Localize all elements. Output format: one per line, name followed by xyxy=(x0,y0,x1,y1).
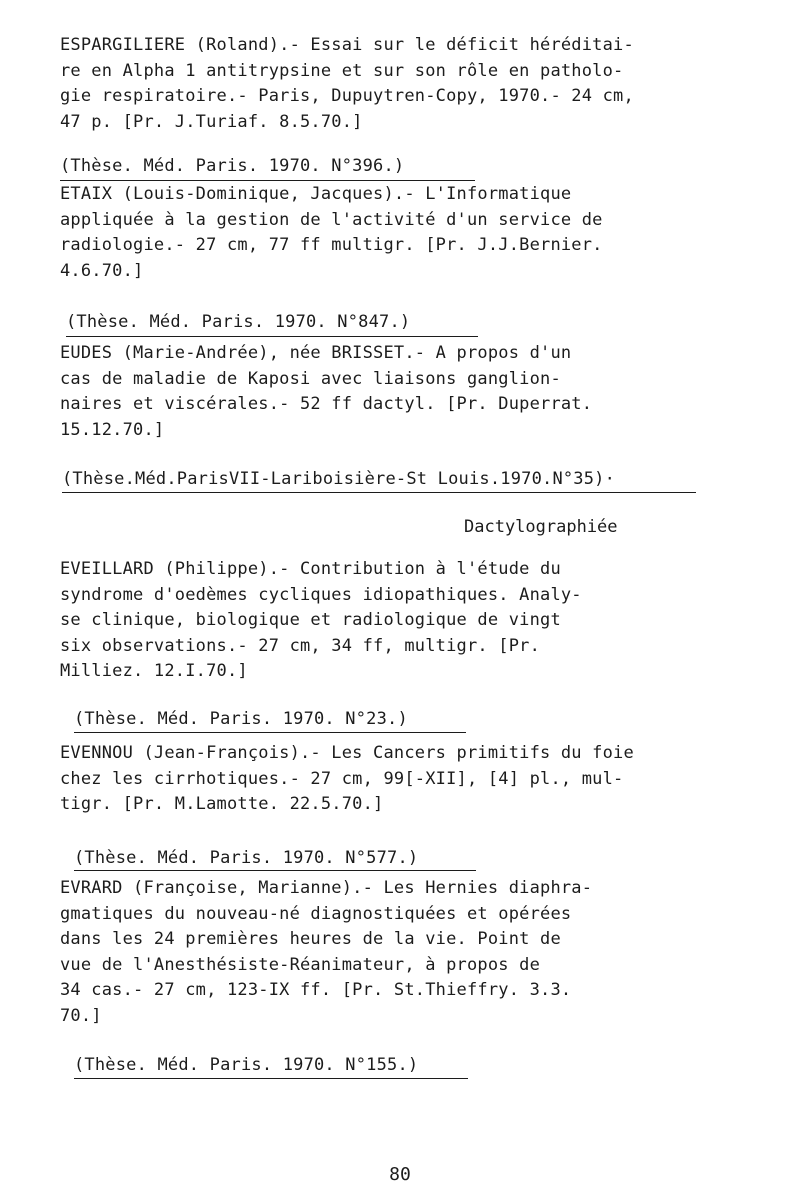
entry-text-line: 34 cas.- 27 cm, 123-IX ff. [Pr. St.Thieffry. 3.3. xyxy=(60,980,572,1000)
entry-text-line: EVENNOU (Jean-François).- Les Cancers primitifs du foie xyxy=(60,743,634,763)
citation-underline xyxy=(74,1078,468,1079)
entry-text-line: re en Alpha 1 antitrypsine et sur son rôle en patholo- xyxy=(60,60,624,81)
thesis-citation: (Thèse. Méd. Paris. 1970. N°155.) xyxy=(74,1055,419,1075)
entry-text-line: Milliez. 12.I.70.] xyxy=(60,661,248,681)
entry-text-line: EUDES (Marie-Andrée), née BRISSET.- A propos d'un xyxy=(60,343,572,363)
entry-text-line: appliquée à la gestion de l'activité d'un service de xyxy=(60,209,603,230)
entry-text-line: 47 p. [Pr. J.Turiaf. 8.5.70.] xyxy=(60,111,363,132)
bibliography-entry-evrard xyxy=(60,876,740,1029)
bibliography-entry-eudes xyxy=(60,341,740,443)
entry-text-line: dans les 24 premières heures de la vie. Point de xyxy=(60,929,561,949)
entry-text-line: chez les cirrhotiques.- 27 cm, 99[-XII], [4] pl., mul- xyxy=(60,768,624,789)
entry-text-line: EVRARD (Françoise, Marianne).- Les Hernies diaphra- xyxy=(60,878,593,898)
citation-underline xyxy=(74,870,476,871)
entry-text-line: syndrome d'oedèmes cycliques idiopathiques. Analy- xyxy=(60,584,582,605)
entry-text-line: 15.12.70.] xyxy=(60,419,165,440)
thesis-citation: (Thèse. Méd. Paris. 1970. N°396.) xyxy=(60,156,405,176)
entry-text-line: six observations.- 27 cm, 34 ff, multigr. [Pr. xyxy=(60,635,541,656)
entry-text-line: ESPARGILIERE (Roland).- Essai sur le déficit héréditai- xyxy=(60,35,634,55)
bibliography-entry-evennou xyxy=(60,741,740,818)
entry-text-line: gie respiratoire.- Paris, Dupuytren-Copy, 1970.- 24 cm, xyxy=(60,86,634,106)
bibliography-entry-etaix xyxy=(60,182,740,284)
entry-text-line: se clinique, biologique et radiologique de vingt xyxy=(60,610,561,630)
bibliography-entry-eveillard xyxy=(60,557,740,685)
entry-text-line: naires et viscérales.- 52 ff dactyl. [Pr. Duperrat. xyxy=(60,394,593,414)
entry-text-line: 4.6.70.] xyxy=(60,260,144,281)
citation-underline xyxy=(66,336,478,337)
citation-underline xyxy=(74,732,466,733)
entry-text-line: gmatiques du nouveau-né diagnostiquées et opérées xyxy=(60,903,572,924)
thesis-citation: (Thèse. Méd. Paris. 1970. N°847.) xyxy=(66,312,411,332)
bibliography-entry-espargiliere xyxy=(60,33,740,135)
format-note: Dactylographiée xyxy=(464,517,618,537)
entry-text-line: radiologie.- 27 cm, 77 ff multigr. [Pr. J.J.Bernier. xyxy=(60,235,603,255)
entry-text-line: cas de maladie de Kaposi avec liaisons ganglion- xyxy=(60,368,561,389)
thesis-citation: (Thèse. Méd. Paris. 1970. N°577.) xyxy=(74,848,419,868)
entry-text-line: EVEILLARD (Philippe).- Contribution à l'étude du xyxy=(60,559,561,579)
thesis-citation: (Thèse. Méd. Paris. 1970. N°23.) xyxy=(74,709,408,729)
thesis-citation: (Thèse.Méd.ParisVII-Lariboisière-St Louis.1970.N°35)· xyxy=(62,469,616,489)
entry-text-line: vue de l'Anesthésiste-Réanimateur, à propos de xyxy=(60,954,541,975)
entry-text-line: ETAIX (Louis-Dominique, Jacques).- L'Informatique xyxy=(60,184,572,204)
citation-underline xyxy=(60,180,475,181)
entry-text-line: tigr. [Pr. M.Lamotte. 22.5.70.] xyxy=(60,794,384,814)
citation-underline xyxy=(62,492,696,493)
entry-text-line: 70.] xyxy=(60,1005,102,1026)
page-number: 80 xyxy=(389,1164,411,1185)
